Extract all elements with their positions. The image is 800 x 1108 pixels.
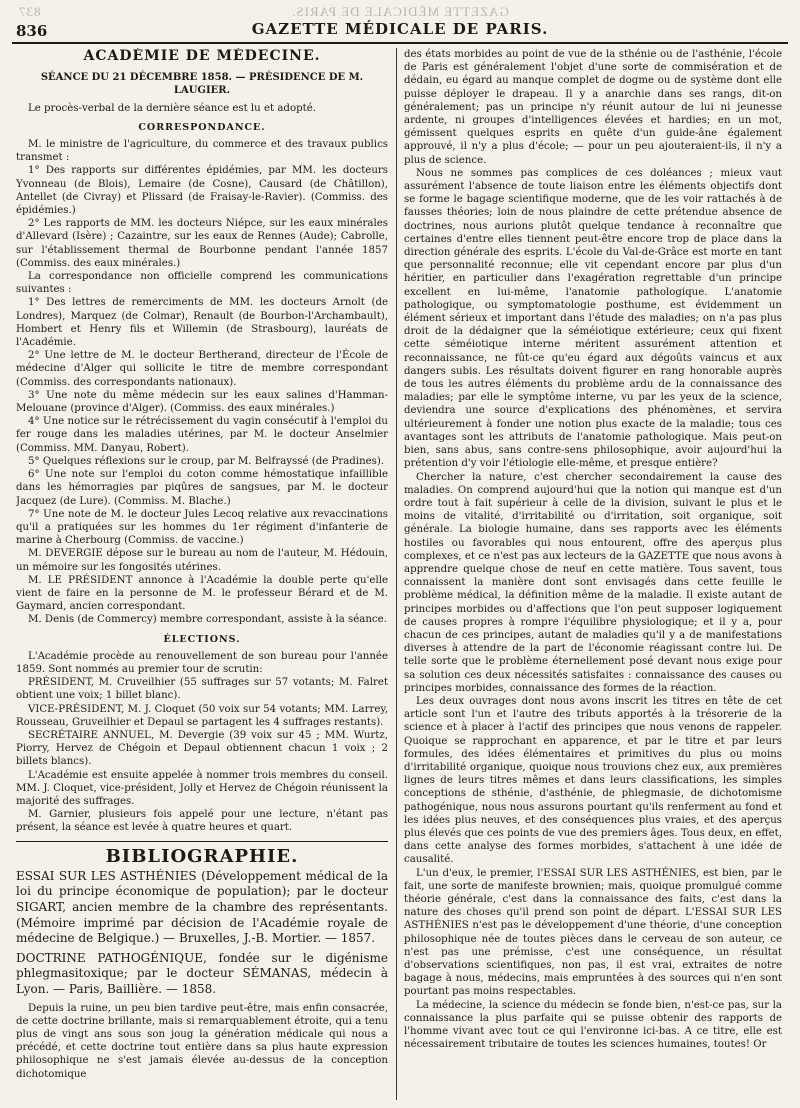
- corr-paragraph: 6° Une note sur l'emploi du coton comme hémostatique infaillible dans les hémorragies par piqûres de sangsues, par M. le docteur Jacquez (de Lure). (Commiss. M. Blache.): [16, 469, 388, 507]
- corr-paragraph: M. DEVERGIE dépose sur le bureau au nom de l'auteur, M. Hédouin, un mémoire sur les fongosités utérines.: [16, 548, 388, 573]
- corr-paragraph: 1° Des lettres de remerciments de MM. les docteurs Arnolt (de Londres), Marquez (de Colmar), Renault (de Bourbon-l'Archambault), Hombert et Henry fils et Willemin (de Strasbourg), lauréats de l'Académie.: [16, 297, 388, 349]
- running-title: GAZETTE MÉDICALE DE PARIS.: [251, 20, 549, 38]
- biblio-paragraph: des états morbides au point de vue de la sthénie ou de l'asthénie, l'école de Paris est généralement l'objet d'une sorte de commisération et de dédain, eu égard au manque complet de dogme ou de système dont elle puisse déployer le drapeau. Il y a anarchie dans ses rangs, dit-on généralement; pas un principe n'y réunit autour de lui ni jeunesse ardente, ni groupes d'intelligences élevées et hardies; en un mot, gémissent quelques esprits en quête d'un guide-âne également approuvé, il n'y a plus d'école; — pour un peu ajouteraient-ils, il n'y a plus de science.: [404, 49, 782, 166]
- biblio-paragraph: La médecine, la science du médecin se fonde bien, n'est-ce pas, sur la connaissance la plus parfaite qui se puisse obtenir des rapports de l'homme vivant avec tout ce qui l'environne ici-bas. A ce titre, elle est nécessairement tributaire de toutes les sciences humaines, toutes! Or: [404, 999, 782, 1051]
- proces-verbal: Le procès-verbal de la dernière séance est lu et adopté.: [28, 102, 316, 114]
- bleed-through-title: GAZETTE MÉDICALE DE PARIS.: [291, 4, 509, 19]
- corr-paragraph: 2° Les rapports de MM. les docteurs Niépce, sur les eaux minérales d'Allevard (Isère) ; Cazaintre, sur les eaux de Rennes (Aude); Cabrolle, sur l'établissement thermal de Bourbonne pendant l'année 1857 (Commiss. des eaux minérales.): [16, 218, 388, 269]
- corr-paragraph: 3° Une note du même médecin sur les eaux salines d'Hamman-Melouane (province d'Alger). (Commiss. des eaux minérales.): [16, 389, 388, 415]
- elections-title: ÉLECTIONS.: [163, 633, 241, 645]
- biblio-paragraph: L'un d'eux, le premier, l'ESSAI SUR LES ASTHÉNIES, est bien, par le fait, une sorte de manifeste brownien; mais, quoique promulgué comme théorie générale, c'est dans la connaissance des faits, c'est dans la nature des choses qu'il prend son point de départ. L'ESSAI SUR LES ASTHÉNIES n'est pas le développement d'une théorie, d'une conception philosophique née de toutes pièces dans le cerveau de son auteur, ce n'est pas une prémisse, c'est une conséquence, un résultat d'observations scientifiques, non pas, il est vrai, extraites de notre bagage à nous, médecins, mais empruntées à des sources qui n'en sont pourtant pas moins respectables.: [404, 867, 782, 998]
- biblio-paragraph: Les deux ouvrages dont nous avons inscrit les titres en tête de cet article sont l'un et l'autre des tributs apportés à la trésorerie de la science et à placer à l'actif des principes que nous venons de rappeler. Quoique se rapprochant en apparence, et par le titre et par leurs formules, des idées élémentaires et primitives du plus ou moins d'irritabilité organique, quoique nous trouvions chez eux, aux premières lignes de leurs titres mêmes et dans leurs classifications, les simples conceptions de sthénie, d'asthénie, de phlegmasie, de dichotomisme pathogénique, nous nous assurons pourtant qu'ils renferment au fond et les idées plus neuves, et des conséquences plus vraies, et des aperçus plus élevés que ces points de vue des premiers âges. Tous deux, en effet, dans cette analyse des formes morbides, s'attachent à une idée de causalité.: [404, 695, 782, 866]
- newspaper-page: [12, 6, 788, 1102]
- academie-title: ACADÉMIE DE MÉDECINE.: [83, 48, 321, 64]
- corr-paragraph: M. Denis (de Commercy) membre correspondant, assiste à la séance.: [28, 614, 387, 626]
- election-paragraph: M. Garnier, plusieurs fois appelé pour une lecture, n'étant pas présent, la séance est levée à quatre heures et quart.: [16, 809, 388, 834]
- election-paragraph: L'Académie est ensuite appelée à nommer trois membres du conseil. MM. J. Cloquet, vice-président, Jolly et Hervez de Chégoin réunissent la majorité des suffrages.: [16, 769, 388, 807]
- election-paragraph: SECRÉTAIRE ANNUEL, M. Devergie (39 voix sur 45 ; MM. Wurtz, Piorry, Hervez de Chégoin et Depaul obtiennent chacun 1 voix ; 2 billets blancs).: [16, 729, 388, 768]
- biblio-paragraph: Nous ne sommes pas complices de ces doléances ; mieux vaut assurément l'absence de toute liaison entre les éléments objectifs dont se forme le bagage scientifique moderne, que de les voir rattachés à de fausses théories; loin de nous plaindre de cette prétendue absence de doctrines, nous aurions plutôt quelque tendance à reconnaître que certaines d'entre elles tiennent peut-être encore trop de place dans la direction générale des esprits. L'école du Val-de-Grâce est morte en tant que personnalité reconnue; elle vit cependant encore par plus d'un héritier, en particulier dans l'exagération regrettable d'un principe excellent en lui-même, l'anatomie pathologique. L'anatomie pathologique, ou symptomatologie posthume, est évidemment un élément sérieux et important dans l'étude des maladies; on n'a pas plus droit de la dédaigner que la séméiotique extérieure; ceux qui fixent cette séméiotique interne méritent assurément attention et reconnaissance, ne fût-ce qu'eu égard aux dégoûts vaincus et aux dangers subis. Les résultats doivent figurer en rang honorable auprès de tous les autres éléments du problème ardu de la connaissance des maladies; par elle le symptôme interne, vu par les yeux de la science, deviendra une source d'explications des phénomènes, et servira ultérieurement à fonder une notion plus exacte de la maladie; tous ces avantages sont les attributs de l'anatomie pathologique. Mais peut-on bien, sans abus, sans contre-sens philosophique, avoir aujourd'hui la prétention d'y voir l'étiologie elle-même, et presque entière?: [404, 167, 782, 470]
- section-divider: [16, 841, 388, 842]
- seance-line: SÉANCE DU 21 DÉCEMBRE 1858. — PRÉSIDENCE DE M. LAUGIER.: [40, 72, 364, 97]
- corr-paragraph: M. LE PRÉSIDENT annonce à l'Académie la double perte qu'elle vient de faire en la personne de M. le professeur Bérard et de M. Gaymard, ancien correspondant.: [16, 574, 388, 613]
- corr-paragraph: M. le ministre de l'agriculture, du commerce et des travaux publics transmet :: [16, 139, 388, 164]
- election-paragraph: PRÉSIDENT, M. Cruveilhier (55 suffrages sur 57 votants; M. Falret obtient une voix; 1 billet blanc).: [16, 677, 388, 702]
- biblio-paragraph: Chercher la nature, c'est chercher secondairement la cause des maladies. On comprend aujourd'hui que la notion qui manque est d'un ordre tout à fait supérieur à celle de la division, suivant le plus et le moins de vitalité, d'irritabilité ou d'irritation, soit organique, soit générale. La biologie humaine, dans ses rapports avec les éléments hostiles ou favorables qui nous entourent, offre des aperçus plus complexes, et ce n'est pas aux lecteurs de la GAZETTE que nous avons à apprendre quelque chose de neuf en cette matière. Tous savent, tous connaissent la manière dont sont envisagés dans cette feuille le problème médical, la définition même de la maladie. Il existe autant de principes morbides ou d'affections que l'on peut supposer logiquement de causes propres à rompre l'équilibre physiologique; et il y a, pour chacun de ces principes, autant de maladies qu'il y a de manifestations diverses à attendre de la part de l'économie réagissant contre lui. De telle sorte que le problème éternellement posé devant nous exige pour sa solution ces deux nécessités satisfaites : connaissance des causes ou principes morbides, connaissance des formes de la réaction.: [404, 471, 782, 694]
- bibliographie-title: BIBLIOGRAPHIE.: [105, 845, 299, 867]
- left-column: [16, 48, 388, 1100]
- right-column: [404, 48, 782, 1100]
- book-entry: ESSAI SUR LES ASTHÉNIES (Développement médical de la loi du principe économique de population); par le docteur SIGART, ancien membre de la chambre des représentants. (Mémoire imprimé par décision de l'Académie royale de médecine de Belgique.) — Bruxelles, J.-B. Mortier. — 1857.: [16, 868, 388, 946]
- election-paragraph: L'Académie procède au renouvellement de son bureau pour l'année 1859. Sont nommés au premier tour de scrutin:: [16, 650, 388, 675]
- biblio-paragraph: Depuis la ruine, un peu bien tardive peut-être, mais enfin consacrée, de cette doctrine brillante, mais si remarquablement étroite, qui a tenu plus de vingt ans sous son joug la génération médicale qui nous a précédé, et cette doctrine tout entière dans sa plus haute expression philosophique ne s'est jamais élevée au-dessus de la conception dichotomique: [16, 1002, 388, 1080]
- page-number: 836: [16, 22, 48, 40]
- correspondance-title: CORRESPONDANCE.: [138, 121, 266, 133]
- corr-paragraph: 2° Une lettre de M. le docteur Bertherand, directeur de l'École de médecine d'Alger qui sollicite le titre de membre correspondant (Commiss. des correspondants nationaux).: [16, 350, 388, 388]
- corr-paragraph: 4° Une notice sur le rétrécissement du vagin consécutif à l'emploi du fer rouge dans les maladies utérines, par M. le docteur Anselmier (Commiss. MM. Danyau, Robert).: [16, 416, 388, 454]
- election-paragraph: VICE-PRÉSIDENT, M. J. Cloquet (50 voix sur 54 votants; MM. Larrey, Rousseau, Gruveilhier et Depaul se partagent les 4 suffrages restants).: [16, 703, 388, 728]
- corr-paragraph: 5° Quelques réflexions sur le croup, par M. Belfrayssé (de Pradines).: [28, 455, 385, 467]
- corr-paragraph: 7° Une note de M. le docteur Jules Lecoq relative aux revaccinations qu'il a pratiquées sur les hommes du 1er régiment d'infanterie de marine à Cherbourg (Commiss. de vaccine.): [16, 508, 388, 547]
- bleed-through-page-number: 837: [18, 4, 41, 19]
- column-divider: [396, 48, 397, 1100]
- book-entry: DOCTRINE PATHOGÉNIQUE, fondée sur le digénisme phlegmasitoxique; par le docteur SÉMANAS, médecin à Lyon. — Paris, Baillière. — 1858.: [16, 950, 388, 996]
- page-header: [12, 20, 788, 44]
- corr-paragraph: 1° Des rapports sur différentes épidémies, par MM. les docteurs Yvonneau (de Blois), Lemaire (de Cosne), Causard (de Châtillon), Antellet (de Civray) et Plissard (de Fraisay-le-Ravier). (Commiss. des épidémies.): [16, 165, 388, 217]
- corr-paragraph: La correspondance non officielle comprend les communications suivantes :: [16, 271, 388, 296]
